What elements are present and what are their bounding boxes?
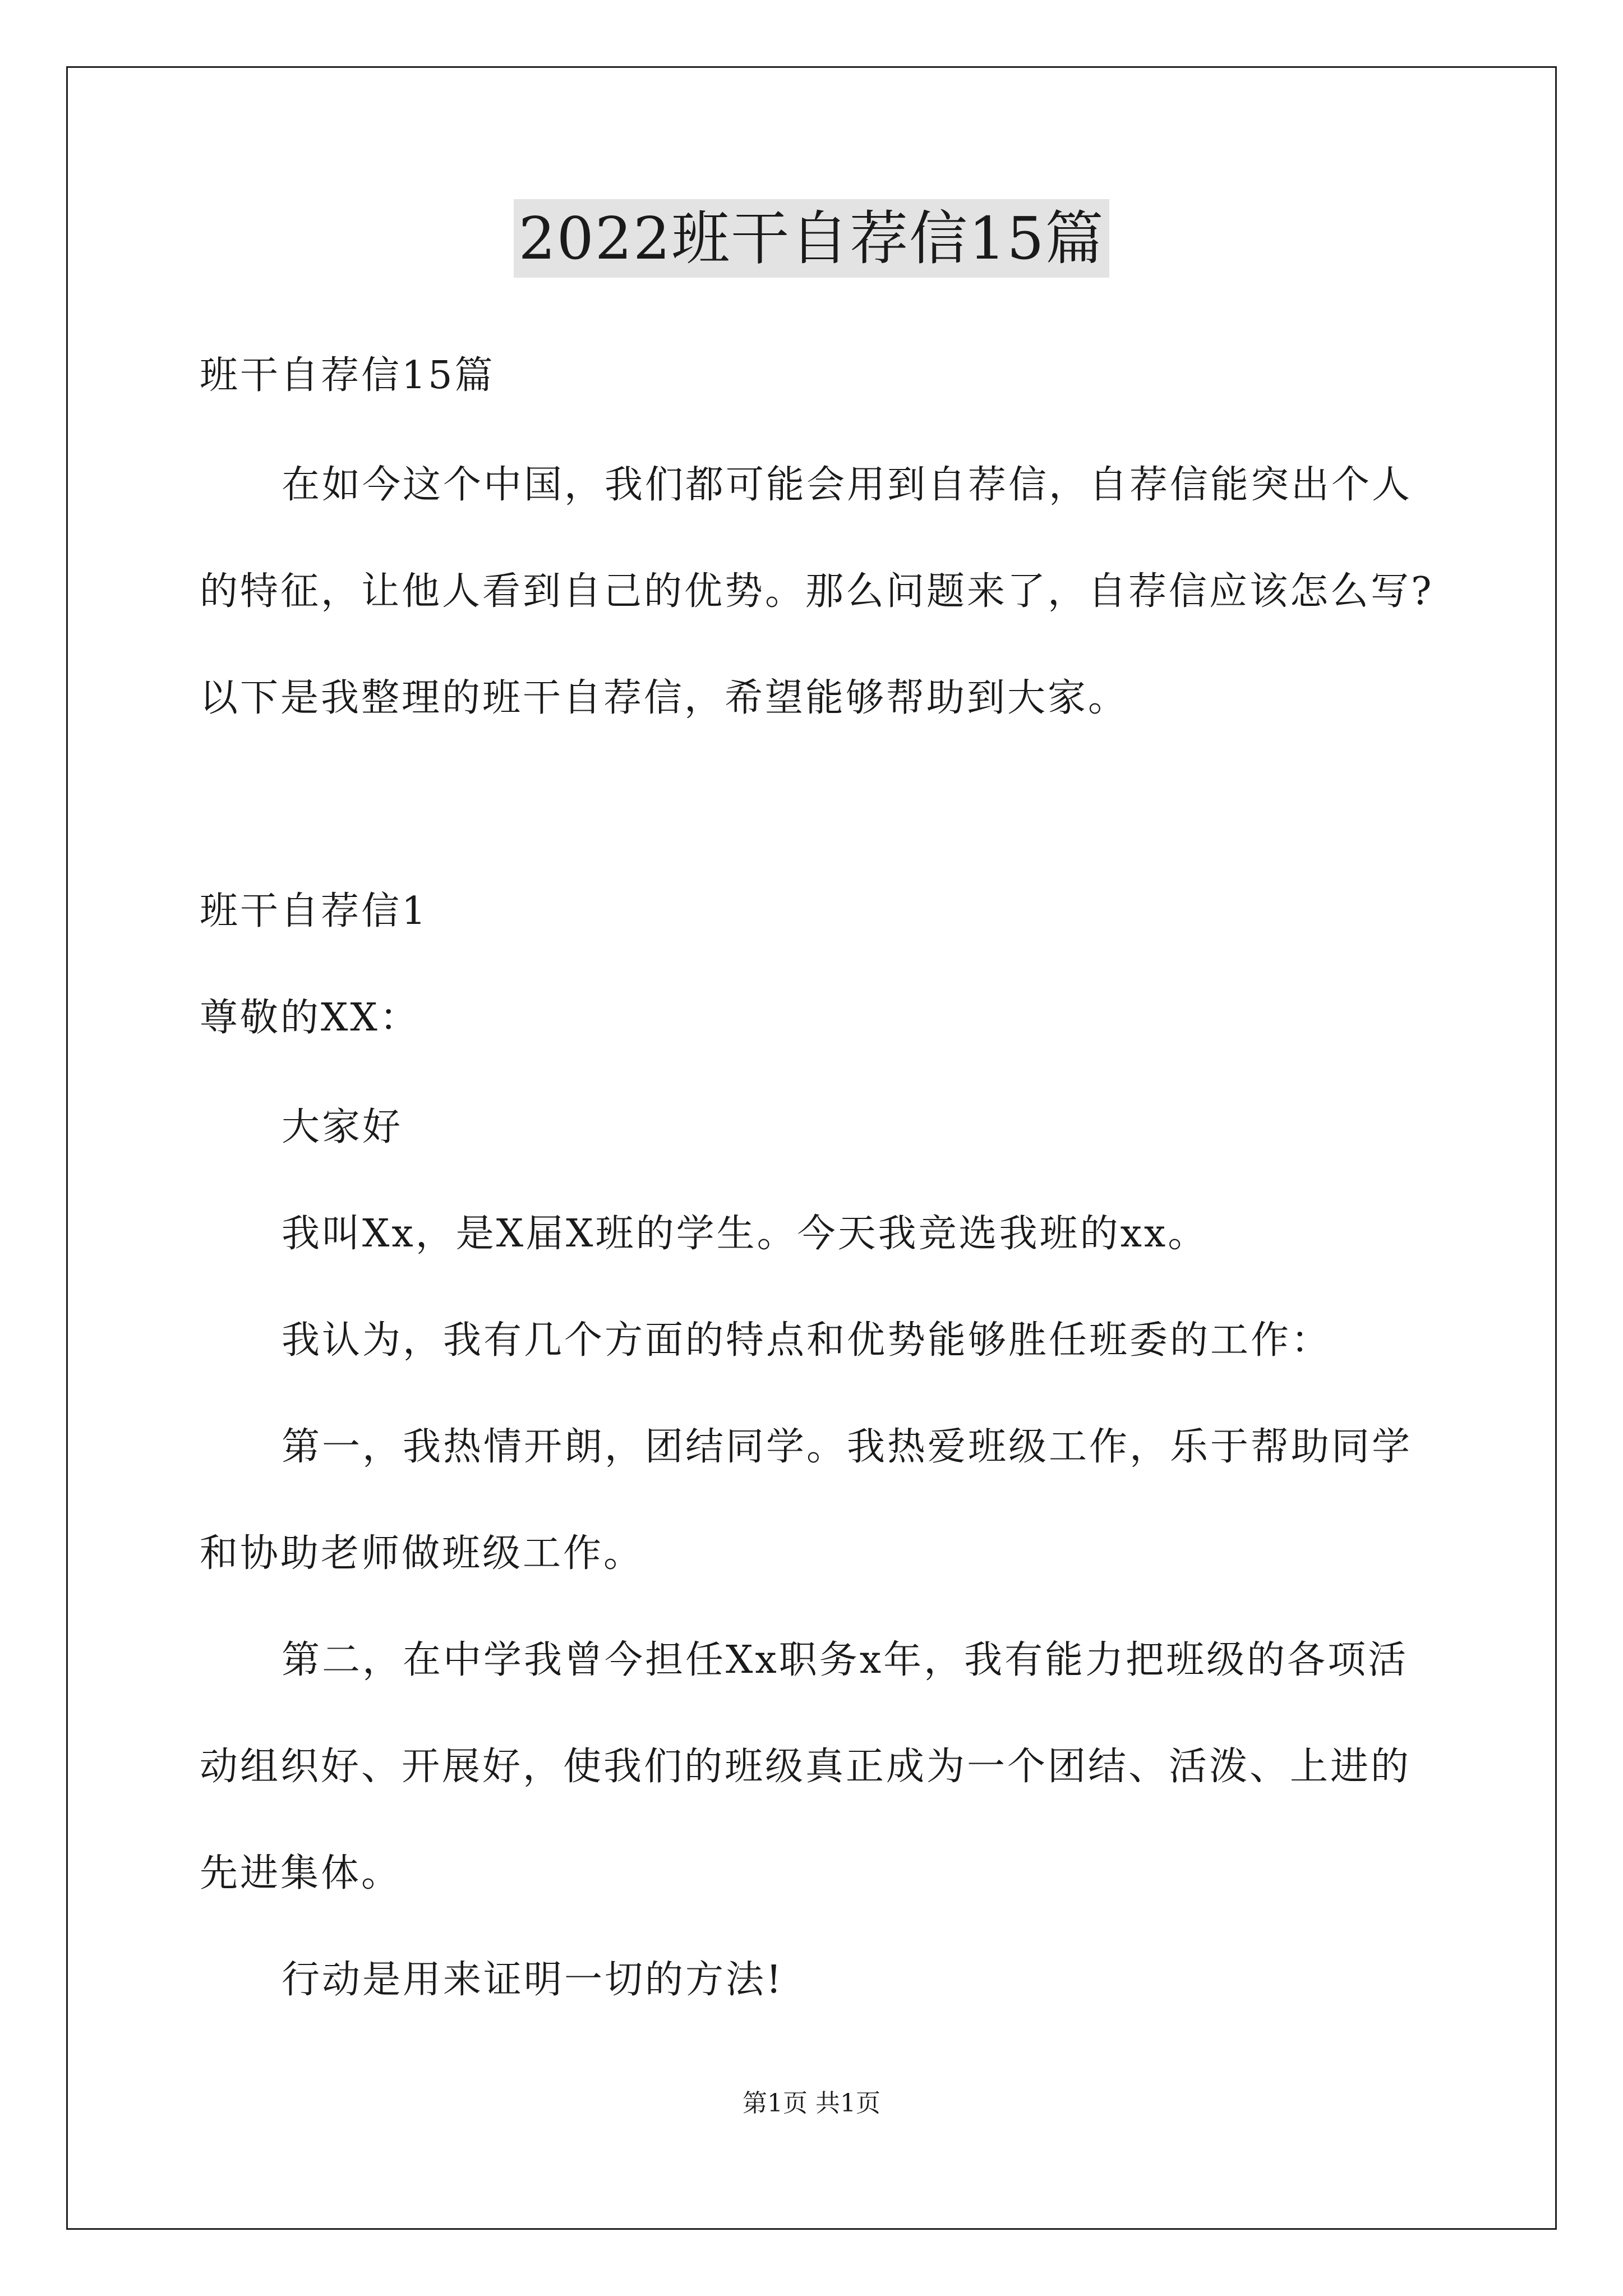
intro-line-1: 在如今这个中国，我们都可能会用到自荐信，自荐信能突出个人: [282, 463, 1413, 507]
greeting: 大家好: [282, 1105, 403, 1149]
body-line-5: 第二，在中学我曾今担任Xx职务x年，我有能力把班级的各项活: [282, 1638, 1409, 1682]
document-subtitle: 班干自荐信15篇: [200, 353, 495, 398]
document-title: 2022班干自荐信15篇: [514, 199, 1109, 278]
title-container: [0, 199, 1623, 278]
body-line-1: 我叫Xx，是X届X班的学生。今天我竞选我班的xx。: [282, 1212, 1209, 1256]
body-line-6: 动组织好、开展好，使我们的班级真正成为一个团结、活泼、上进的: [200, 1745, 1412, 1789]
body-line-3: 第一，我热情开朗，团结同学。我热爱班级工作，乐于帮助同学: [282, 1425, 1413, 1469]
page-footer: 第1页 共1页: [743, 2089, 880, 2118]
section-heading: 班干自荐信1: [200, 889, 428, 933]
body-line-4: 和协助老师做班级工作。: [200, 1531, 644, 1576]
intro-line-3: 以下是我整理的班干自荐信，希望能够帮助到大家。: [200, 676, 1129, 720]
body-line-2: 我认为，我有几个方面的特点和优势能够胜任班委的工作：: [282, 1318, 1332, 1363]
body-line-7: 先进集体。: [200, 1851, 402, 1895]
intro-line-2: 的特征，让他人看到自己的优势。那么问题来了，自荐信应该怎么写?: [200, 569, 1434, 614]
body-line-8: 行动是用来证明一切的方法!: [282, 1958, 784, 2002]
salutation: 尊敬的XX：: [200, 996, 420, 1040]
